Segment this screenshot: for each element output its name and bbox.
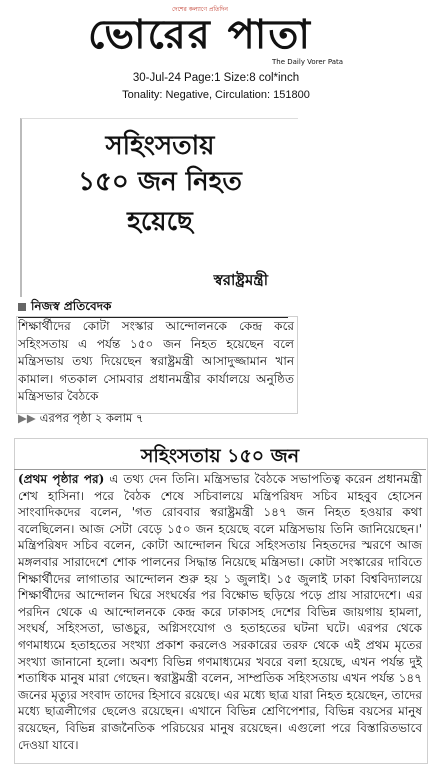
masthead-title: ভোরের পাতা (88, 12, 313, 58)
headline-line-2: ১৫০ জন নিহত (78, 167, 242, 197)
masthead-tagline: দেশের কল্যাণে প্রতিদিন (172, 6, 228, 13)
continuation-divider (14, 469, 426, 470)
continuation-body (18, 471, 422, 753)
masthead-english: The Daily Vorer Pata (272, 58, 344, 66)
article-intro: শিক্ষার্থীদের কোটা সংস্কার আন্দোলনকে কেন্দ্র করে সহিংসতায় এ পর্যন্ত ১৫০ জন নিহত হয়েছেন বলে মন্ত্রিসভায় তথ্য দিয়েছেন স্বরাষ্ট্রমন্ত্রী আসাদুজ্জামান খান কামাল। গতকাল সোমবার প্রধানমন্ত্রীর কার্যালয়ে অনুষ্ঠিত মন্ত্রিসভার বৈঠকে (18, 319, 294, 403)
headline-line-1: সহিংসতায় (105, 131, 215, 161)
headline-block (20, 118, 298, 297)
continuation-text: এ তথ্য দেন তিনি। মন্ত্রিসভার বৈঠকে সভাপতিত্ব করেন প্রধানমন্ত্রী শেখ হাসিনা। পরে বৈঠক শেষে সচিবালয়ে মন্ত্রিপরিষদ সচিব মাহবুব হোসেন সাংবাদিকদের বলেন, 'গত রোববার স্বরাষ্ট্রমন্ত্রী ১৪৭ জন নিহত হওয়ার কথা বলেছিলেন। আজ সেটা বেড়ে ১৫০ জন হয়েছে বলে মন্ত্রিসভায় তিনি জানিয়েছেন।' মন্ত্রিপরিষদ সচিব বলেন, কোটা আন্দোলন ঘিরে সহিংসতায় নিহতদের স্মরণে আজ মঙ্গলবার সারাদেশে শোক পালনের সিদ্ধান্ত নিয়েছে মন্ত্রিসভা। কোটা সংস্কারের দাবিতে শিক্ষার্থীদের লাগাতার আন্দোলন শুরু হয় ১ জুলাই। ১৫ জুলাই ঢাকা বিশ্ববিদ্যালয়ে শিক্ষার্থীদের আন্দোলন ঘিরে সংঘর্ষের পর বিক্ষোভ ছড়িয়ে পড়ে প্রায় সারাদেশে। এর পরদিন থেকে এ আন্দোলনকে কেন্দ্র করে ঢাকাসহ দেশের বিভিন্ন জায়গায় হামলা, সংঘর্ষ, সহিংসতা, ভাঙচুর, অগ্নিসংযোগ ও হতাহতের ঘটনা ঘটে। এরপর থেকে গণমাধ্যমে হতাহতের সংখ্যা প্রকাশ করলেও সরকারের তরফ থেকে এই প্রথম মৃতের সংখ্যা জানানো হলো। অবশ্য বিভিন্ন গণমাধ্যমের খবরে বলা হয়েছে, এখন পর্যন্ত দুই শতাধিক মানুষ মারা গেছেন। স্বরাষ্ট্রমন্ত্রী বলেন, সাম্প্রতিক সহিংসতায় এখন পর্যন্ত ১৪৭ জনের মৃত্যুর সংবাদ তাদের হিসাবে রয়েছে। এর মধ্যে ছাত্র যারা নিহত হয়েছেন, তাদের মধ্যে ছাত্রলীগের ছেলেও রয়েছেন। এখানে বিভিন্ন শ্রেণিপেশার, বিভিন্ন বয়সের মানুষ রয়েছেন, বিভিন্ন রাজনৈতিক পরিচয়ের মানুষ রয়েছেন। এগুলো পরে বিস্তারিতভাবে দেওয়া যাবে। (18, 472, 422, 752)
continuation-lead: (প্রথম পৃষ্ঠার পর) (18, 472, 105, 486)
byline-text: নিজস্ব প্রতিবেদক (31, 299, 112, 313)
jump-line (18, 410, 143, 429)
clip-meta-tonality: Tonality: Negative, Circulation: 151800 (122, 89, 310, 101)
square-bullet-icon (18, 303, 26, 311)
continuation-title: সহিংসতায় ১৫০ জন (140, 445, 300, 467)
headline-line-3: হয়েছে (127, 207, 193, 237)
jump-text: এরপর পৃষ্ঠা ২ কলাম ৭ (39, 411, 144, 425)
double-arrow-icon: ▶▶ (18, 411, 36, 425)
clip-meta-line: 30-Jul-24 Page:1 Size:8 col*inch (132, 72, 300, 84)
byline (18, 298, 111, 318)
headline-attribution: স্বরাষ্ট্রমন্ত্রী (213, 271, 268, 289)
